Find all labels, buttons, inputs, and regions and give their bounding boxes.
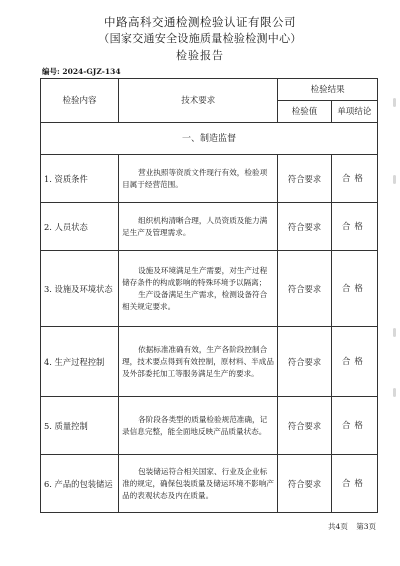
row-item-label: 6. 产品的包装储运 (41, 455, 119, 513)
binding-hole-icon (393, 175, 396, 184)
row-conclusion: 合格 (331, 203, 377, 251)
col-header-value: 检验值 (278, 101, 331, 123)
org-name: 中路高科交通检测检验认证有限公司 (104, 15, 296, 29)
requirement-paragraph: 依据标准准确有效，生产各阶段控制合理，技术要点得到有效控制，原材料、半成品及外部委托加工等服务满足生产的要求。 (122, 344, 274, 378)
requirement-paragraph: 包装储运符合相关国家、行业及企业标准的规定，确保包装质量及储运环境不影响产品的表观状态及内在质量。 (122, 466, 274, 500)
row-requirement (119, 203, 278, 251)
section-row (41, 123, 378, 155)
section-title: 一、制造监督 (41, 123, 378, 155)
row-item-label: 4. 生产过程控制 (41, 327, 119, 397)
row-conclusion: 合格 (331, 251, 377, 327)
requirement-paragraph: 设施及环境满足生产需要，对生产过程储存条件的构成影响的特殊环境予以隔离； (122, 265, 268, 287)
row-item-label: 5. 质量控制 (41, 397, 119, 455)
row-item-label: 1. 资质条件 (41, 155, 119, 203)
row-value: 符合要求 (278, 455, 331, 513)
total-pages: 共4页 (328, 522, 348, 531)
row-requirement (119, 455, 278, 513)
row-value: 符合要求 (278, 203, 331, 251)
table-row (41, 155, 378, 203)
binding-hole-icon (393, 388, 396, 397)
binding-hole-icon (393, 98, 396, 107)
requirement-paragraph: 生产设备满足生产需求，检测设备符合相关规定要求。 (122, 289, 268, 311)
row-value: 符合要求 (278, 155, 331, 203)
row-value: 符合要求 (278, 397, 331, 455)
requirement-paragraph: 各阶段各类型的质量检验规范准确，记录信息完整，能全面地反映产品质量状态。 (122, 414, 268, 436)
col-header-requirement: 技术要求 (119, 79, 278, 123)
document-type: 检验报告 (176, 49, 224, 62)
report-number: 编号: 2024-GJZ-134 (42, 67, 121, 76)
center-name: （国家交通安全设施质量检验检测中心） (98, 32, 302, 45)
row-conclusion: 合格 (331, 327, 377, 397)
table-row (41, 251, 378, 327)
table-row (41, 203, 378, 251)
table-row (41, 397, 378, 455)
page-footer (322, 521, 376, 532)
row-requirement (119, 327, 278, 397)
row-conclusion: 合格 (331, 397, 377, 455)
inspection-table (40, 78, 378, 513)
row-conclusion: 合格 (331, 455, 377, 513)
row-item-label: 3. 设施及环境状态 (41, 251, 119, 327)
row-value: 符合要求 (278, 327, 331, 397)
row-requirement (119, 155, 278, 203)
row-value: 符合要求 (278, 251, 331, 327)
row-requirement (119, 397, 278, 455)
table-row (41, 455, 378, 513)
col-header-result: 检验结果 (278, 79, 378, 101)
row-item-label: 2. 人员状态 (41, 203, 119, 251)
col-header-conclusion: 单项结论 (331, 101, 377, 123)
row-conclusion: 合格 (331, 155, 377, 203)
requirement-paragraph: 营业执照等资质文件现行有效，检验项目属于经营范围。 (122, 167, 268, 189)
table-row (41, 327, 378, 397)
col-header-item: 检验内容 (41, 79, 119, 123)
row-requirement (119, 251, 278, 327)
binding-hole-icon (393, 328, 396, 337)
header-row-1 (41, 79, 378, 101)
requirement-paragraph: 组织机构清晰合理，人员资质及能力满足生产及管理需求。 (122, 215, 268, 237)
current-page: 第3页 (356, 522, 376, 531)
